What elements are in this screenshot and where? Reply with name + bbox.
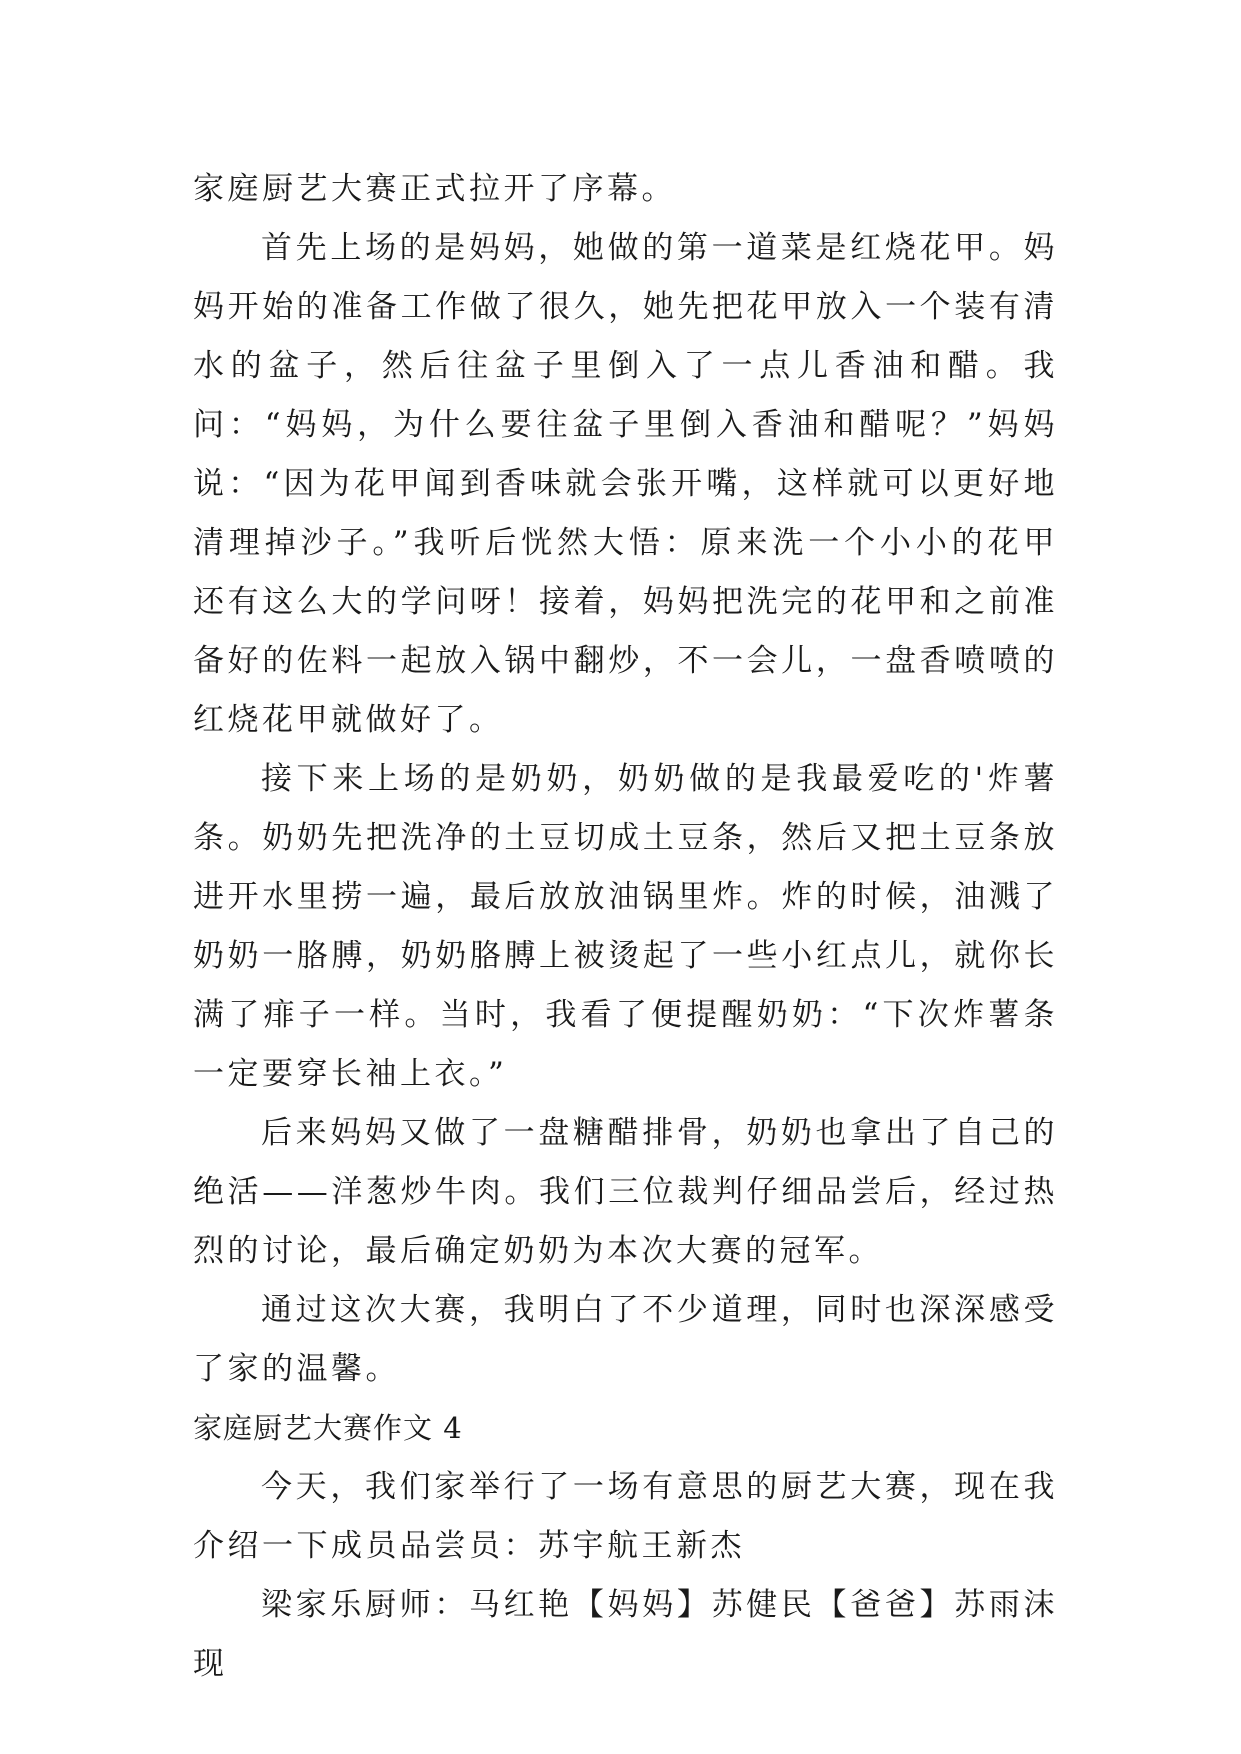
paragraph-members: 梁家乐厨师：马红艳【妈妈】苏健民【爸爸】苏雨沫现 [193,1587,1058,1682]
paragraph-intro: 今天，我们家举行了一场有意思的厨艺大赛，现在我介绍一下成员品尝员：苏宇航王新杰 [193,1469,1058,1564]
paragraph-mom-dish: 首先上场的是妈妈，她做的第一道菜是红烧花甲。妈妈开始的准备工作做了很久，她先把花甲放入一个装有清水的盆子，然后往盆子里倒入了一点儿香油和醋。我问：“妈妈，为什么要往盆子里倒入香油和醋呢？”妈妈说：“因为花甲闻到香味就会张开嘴，这样就可以更好地清理掉沙子。”我听后恍然大悟：原来洗一个小小的花甲还有这么大的学问呀！接着，妈妈把洗完的花甲和之前准备好的佐料一起放入锅中翻炒，不一会儿，一盘香喷喷的红烧花甲就做好了。 [193,230,1058,738]
paragraph-conclusion: 通过这次大赛，我明白了不少道理，同时也深深感受了家的温馨。 [193,1292,1058,1387]
document-body [193,160,1058,1694]
essay-heading: 家庭厨艺大赛作文 4 [193,1411,463,1445]
paragraph-grandma-dish: 接下来上场的是奶奶，奶奶做的是我最爱吃的'炸薯条。奶奶先把洗净的土豆切成土豆条，然后又把土豆条放进开水里捞一遍，最后放放油锅里炸。炸的时候，油溅了奶奶一胳膊，奶奶胳膊上被烫起了一些小红点儿，就你长满了痱子一样。当时，我看了便提醒奶奶：“下次炸薯条一定要穿长袖上衣。” [193,761,1058,1092]
paragraph-judging: 后来妈妈又做了一盘糖醋排骨，奶奶也拿出了自己的绝活——洋葱炒牛肉。我们三位裁判仔细品尝后，经过热烈的讨论，最后确定奶奶为本次大赛的冠军。 [193,1115,1058,1269]
paragraph-continuation: 家庭厨艺大赛正式拉开了序幕。 [193,171,676,207]
